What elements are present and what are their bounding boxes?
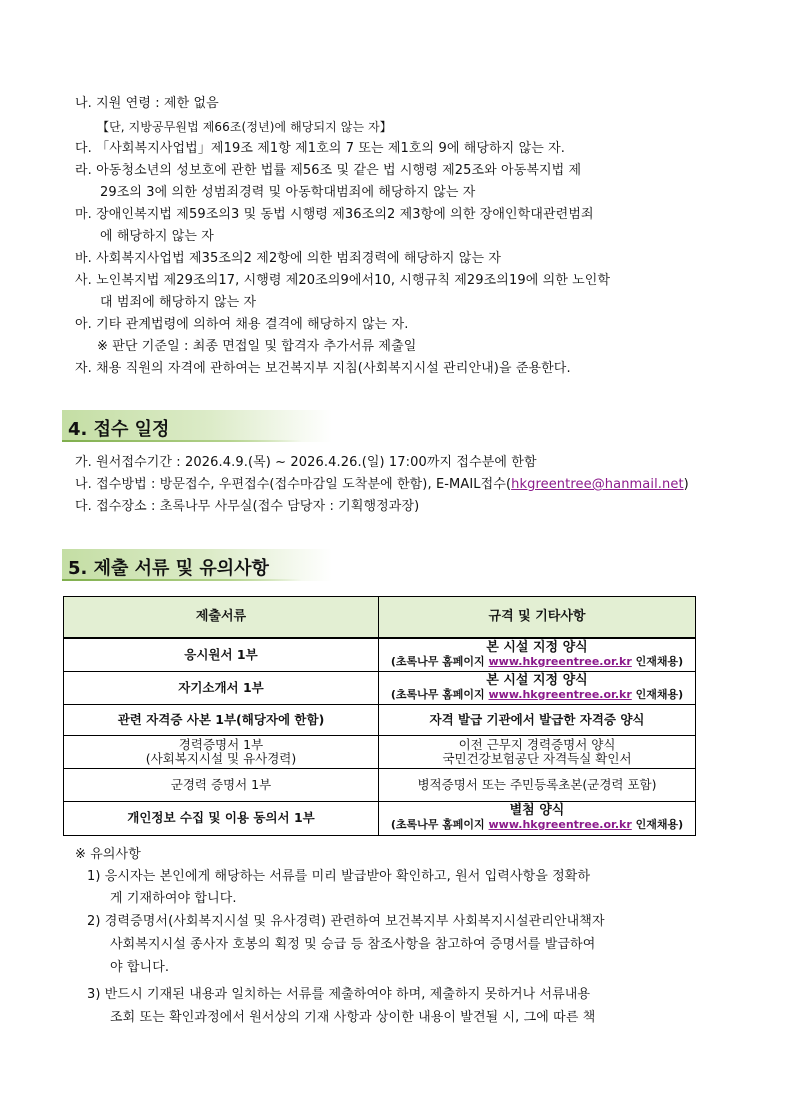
note-3-line2: 조회 또는 확인과정에서 원서상의 기재 사항과 상이한 내용이 발견될 시, 그에 따른 책 [110, 1010, 596, 1025]
spec-line: (초록나무 홈페이지 www.hkgreentree.or.kr 인재채용) [390, 818, 684, 831]
spec-cell [379, 801, 696, 835]
spec-cell [379, 638, 696, 671]
doc-cell: 응시원서 1부 [64, 638, 379, 671]
spec-cell: 자격 발급 기관에서 발급한 자격증 양식 [379, 704, 696, 735]
schedule-period: 가. 원서접수기간 : 2026.4.9.(목) ~ 2026.4.26.(일) 17:00까지 접수분에 한함 [75, 455, 537, 470]
eligibility-item-ba: 바. 사회복지사업법 제35조의2 제2항에 의한 범죄경력에 해당하지 않는 자 [75, 251, 501, 266]
doc-cell [64, 735, 379, 768]
header-documents: 제출서류 [64, 597, 379, 639]
doc-line: (사회복지시설 및 유사경력) [145, 750, 297, 766]
doc-cell: 자기소개서 1부 [64, 671, 379, 704]
section-5-heading [62, 549, 332, 581]
table-row [64, 671, 696, 704]
spec-cell [379, 671, 696, 704]
eligibility-note-na: 【단, 지방공무원법 제66조(정년)에 해당되지 않는 자】 [97, 120, 392, 134]
section-4-heading [62, 410, 332, 442]
spec-cell: 병적증명서 또는 주민등록초본(군경력 포함) [379, 768, 696, 801]
table-row [64, 638, 696, 671]
email-link[interactable]: hkgreentree@hanmail.net [511, 477, 684, 492]
schedule-method-text: 나. 접수방법 : 방문접수, 우편접수(접수마감일 도착분에 한함), E-MAIL접수( [75, 477, 512, 492]
note-3-line1: 3) 반드시 기재된 내용과 일치하는 서류를 제출하여야 하며, 제출하지 못하거나 서류내용 [87, 987, 591, 1002]
section-4-title: 4. 접수 일정 [68, 419, 170, 440]
table-header-row [64, 597, 696, 639]
doc-cell: 개인정보 수집 및 이용 동의서 1부 [64, 801, 379, 835]
eligibility-item-ma-line2: 에 해당하지 않는 자 [100, 229, 214, 244]
note-1-line2: 게 기재하여야 합니다. [110, 891, 237, 906]
note-2-line3: 야 합니다. [110, 960, 170, 975]
note-2-line2: 사회복지시설 종사자 호봉의 획정 및 승급 등 참조사항을 참고하여 증명서를 발급하여 [110, 937, 596, 952]
table-row [64, 735, 696, 768]
schedule-method [75, 477, 689, 493]
spec-line: 별첨 양식 [509, 803, 565, 818]
eligibility-item-sa-line2: 대 범죄에 해당하지 않는 자 [100, 295, 257, 310]
doc-cell: 관련 자격증 사본 1부(해당자에 한함) [64, 704, 379, 735]
eligibility-item-ra-line1: 라. 아동청소년의 성보호에 관한 법률 제56조 및 같은 법 시행령 제25조와 아동복지법 제 [75, 163, 582, 178]
spec-line: (초록나무 홈페이지 www.hkgreentree.or.kr 인재채용) [390, 654, 684, 668]
table-row [64, 704, 696, 735]
eligibility-item-a: 아. 기타 관계법령에 의하여 채용 결격에 해당하지 않는 자. [75, 317, 409, 332]
homepage-link[interactable]: www.hkgreentree.or.kr [488, 818, 632, 831]
notes-title: ※ 유의사항 [75, 847, 141, 862]
spec-line: 이전 근무지 경력증명서 양식 [458, 736, 616, 752]
header-specs: 규격 및 기타사항 [379, 597, 696, 639]
doc-cell: 군경력 증명서 1부 [64, 768, 379, 801]
spec-line: 본 시설 지정 양식 [486, 672, 588, 688]
eligibility-item-da: 다. 「사회복지사업법」제19조 제1항 제1호의 7 또는 제1호의 9에 해당하지 않는 자. [75, 141, 566, 156]
spec-line: (초록나무 홈페이지 www.hkgreentree.or.kr 인재채용) [390, 687, 684, 701]
note-2-line1: 2) 경력증명서(사회복지시설 및 유사경력) 관련하여 보건복지부 사회복지시설관리안내책자 [87, 914, 605, 929]
doc-line: 경력증명서 1부 [178, 736, 264, 752]
section-5-underline [62, 579, 302, 581]
eligibility-item-ma-line1: 마. 장애인복지법 제59조의3 및 동법 시행령 제36조의2 제3항에 의한 장애인학대관련범죄 [75, 207, 594, 222]
spec-cell [379, 735, 696, 768]
eligibility-item-ra-line2: 29조의 3에 의한 성범죄경력 및 아동학대범죄에 해당하지 않는 자 [100, 185, 476, 200]
eligibility-item-ja: 자. 채용 직원의 자격에 관하여는 보건복지부 지침(사회복지시설 관리안내)을 준용한다. [75, 361, 571, 376]
eligibility-item-sa-line1: 사. 노인복지법 제29조의17, 시행령 제20조의9에서10, 시행규칙 제29조의19에 의한 노인학 [75, 273, 611, 288]
eligibility-item-na: 나. 지원 연령 : 제한 없음 [75, 96, 219, 111]
section-4-underline [62, 440, 302, 442]
table-row [64, 768, 696, 801]
schedule-method-close: ) [683, 477, 689, 492]
eligibility-note-a: ※ 판단 기준일 : 최종 면접일 및 합격자 추가서류 제출일 [97, 339, 417, 354]
spec-line: 본 시설 지정 양식 [486, 639, 588, 655]
documents-table [63, 596, 696, 836]
spec-line: 국민건강보험공단 자격득실 확인서 [442, 750, 632, 766]
homepage-link[interactable]: www.hkgreentree.or.kr [488, 687, 632, 701]
homepage-link[interactable]: www.hkgreentree.or.kr [488, 654, 632, 668]
schedule-place: 다. 접수장소 : 초록나무 사무실(접수 담당자 : 기획행정과장) [75, 499, 420, 514]
section-5-title: 5. 제출 서류 및 유의사항 [68, 558, 269, 579]
note-1-line1: 1) 응시자는 본인에게 해당하는 서류를 미리 발급받아 확인하고, 원서 입력사항을 정확하 [87, 869, 591, 884]
table-row [64, 801, 696, 835]
